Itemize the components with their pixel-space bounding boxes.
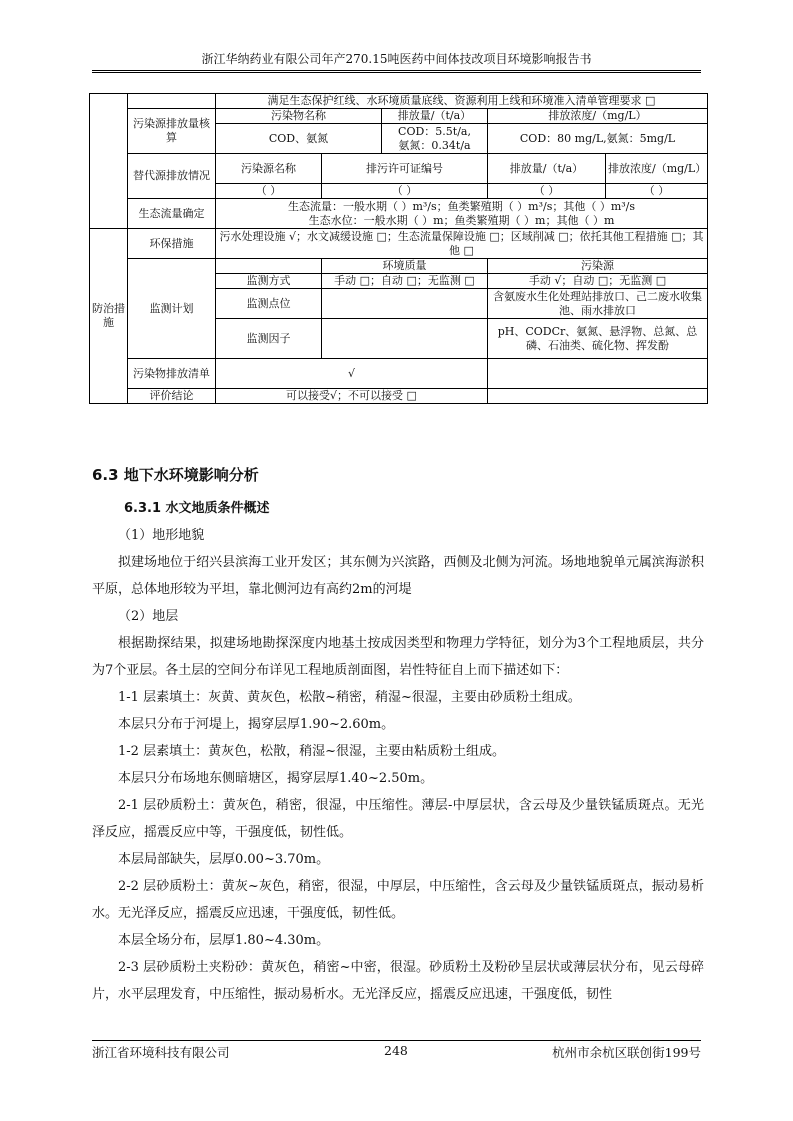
table-cell: COD、氨氮: [216, 124, 382, 154]
table-row-label: 污染物排放清单: [128, 359, 216, 389]
table-cell: （ ）: [606, 184, 708, 199]
table-row-label: 替代源排放情况: [128, 154, 216, 199]
table-row-label: 生态流量确定: [128, 199, 216, 229]
table-cell: pH、CODCr、氨氮、悬浮物、总氮、总磷、石油类、硫化物、挥发酚: [488, 319, 708, 359]
table-outer-label: 防治措施: [90, 229, 128, 404]
table-row-label: 监测方式: [216, 274, 322, 289]
table-header-cell: 排放浓度/（mg/L）: [488, 109, 708, 124]
paragraph: 本层局部缺失，层厚0.00~3.70m。: [118, 852, 330, 867]
paragraph: （1）地形地貌: [118, 528, 205, 543]
paragraph: 本层只分布于河堤上，揭穿层厚1.90~2.60m。: [118, 717, 395, 732]
page-number: 248: [384, 1043, 408, 1058]
body-text: [92, 522, 704, 1008]
table-cell: COD：80 mg/L,氨氮：5mg/L: [488, 124, 708, 154]
table-blank-cell: [90, 94, 128, 229]
table-row-label: 评价结论: [128, 389, 216, 404]
table-cell: 可以接受√；不可以接受 □: [216, 389, 488, 404]
table-header-cell: 排放量/（t/a）: [382, 109, 488, 124]
table-blank-cell: [322, 289, 488, 319]
paragraph: 本层全场分布，层厚1.80~4.30m。: [118, 933, 330, 948]
table-blank-cell: [216, 259, 322, 274]
footer-address: 杭州市余杭区联创街199号: [552, 1045, 701, 1060]
header-rule: [92, 70, 701, 71]
table-cell: （ ）: [488, 184, 606, 199]
paragraph: 1-2 层素填土：黄灰色，松散，稍湿~很湿，主要由粘质粉土组成。: [118, 744, 505, 759]
table-header-cell: 污染源: [488, 259, 708, 274]
paragraph: 2-3 层砂质粉土夹粉砂：黄灰色，稍密~中密，很湿。砂质粉土及粉砂呈层状或薄层状分布，见云母碎片，水平层理发育，中压缩性，振动易析水。无光泽反应，摇震反应迅速，干强度低，韧性: [92, 960, 704, 1002]
paragraph: 2-2 层砂质粉土：黄灰~灰色，稍密，很湿，中厚层，中压缩性，含云母及少量铁锰质斑点，振动易析水。无光泽反应，摇震反应迅速，干强度低，韧性低。: [92, 879, 704, 921]
table-cell: √: [216, 359, 488, 389]
table-blank-cell: [322, 319, 488, 359]
table-blank-cell: [488, 389, 708, 404]
paragraph: （2）地层: [118, 609, 179, 624]
paragraph: 根据勘探结果，拟建场地勘探深度内地基土按成因类型和物理力学特征，划分为3个工程地质层，共分为7个亚层。各土层的空间分布详见工程地质剖面图，岩性特征自上而下描述如下：: [92, 636, 704, 678]
table-cell: 满足生态保护红线、水环境质量底线、资源利用上线和环境准入清单管理要求 □: [216, 94, 708, 109]
paragraph: 本层只分布场地东侧暗塘区，揭穿层厚1.40~2.50m。: [118, 771, 434, 786]
pollution-control-table: [89, 93, 708, 404]
table-header-cell: 排污许可证编号: [322, 154, 488, 184]
table-cell: 手动 □；自动 □；无监测 □: [322, 274, 488, 289]
table-cell: 含氨废水生化处理站排放口、己二废水收集池、雨水排放口: [488, 289, 708, 319]
table-blank-cell: [128, 94, 216, 109]
page-header: 浙江华纳药业有限公司年产270.15吨医药中间体技改项目环境影响报告书: [92, 50, 701, 73]
table-row-label: 环保措施: [128, 229, 216, 259]
table-cell: （ ）: [216, 184, 322, 199]
table-cell: 手动 √；自动 □；无监测 □: [488, 274, 708, 289]
paragraph: 拟建场地位于绍兴县滨海工业开发区；其东侧为兴滨路，西侧及北侧为河流。场地地貌单元属滨海淤积平原，总体地形较为平坦，靠北侧河边有高约2m的河堤: [92, 555, 704, 597]
paragraph: 1-1 层素填土：灰黄、黄灰色，松散~稍密，稍湿~很湿，主要由砂质粉土组成。: [118, 690, 581, 705]
subsection-title: 6.3.1 水文地质条件概述: [124, 501, 270, 516]
table-cell: （ ）: [322, 184, 488, 199]
footer-rule: [92, 1040, 701, 1041]
table-header-cell: 排放浓度/（mg/L）: [606, 154, 708, 184]
table-row-label: 污染源排放量核算: [128, 109, 216, 154]
table-header-cell: 污染物名称: [216, 109, 382, 124]
table-cell: COD：5.5t/a, 氨氮：0.34t/a: [382, 124, 488, 154]
table-cell: 污水处理设施 √；水文减缓设施 □；生态流量保障设施 □；区域削减 □；依托其他工程措施 □；其他 □: [216, 229, 708, 259]
table-row-label: 监测因子: [216, 319, 322, 359]
table-blank-cell: [488, 359, 708, 389]
table-header-cell: 污染源名称: [216, 154, 322, 184]
table-header-cell: 环境质量: [322, 259, 488, 274]
table-cell: 生态流量：一般水期（ ）m³/s；鱼类繁殖期（ ）m³/s；其他（ ）m³/s 生态水位：一般水期（ ）m；鱼类繁殖期（ ）m；其他（ ）m: [216, 199, 708, 229]
table-row-label: 监测点位: [216, 289, 322, 319]
section-title: 6.3 地下水环境影响分析: [92, 466, 259, 484]
table-row-label: 监测计划: [128, 259, 216, 359]
table-header-cell: 排放量/（t/a）: [488, 154, 606, 184]
footer-company: 浙江省环境科技有限公司: [92, 1045, 230, 1060]
paragraph: 2-1 层砂质粉土：黄灰色，稍密，很湿，中压缩性。薄层-中厚层状，含云母及少量铁锰质斑点。无光泽反应，摇震反应中等，干强度低，韧性低。: [92, 798, 704, 840]
